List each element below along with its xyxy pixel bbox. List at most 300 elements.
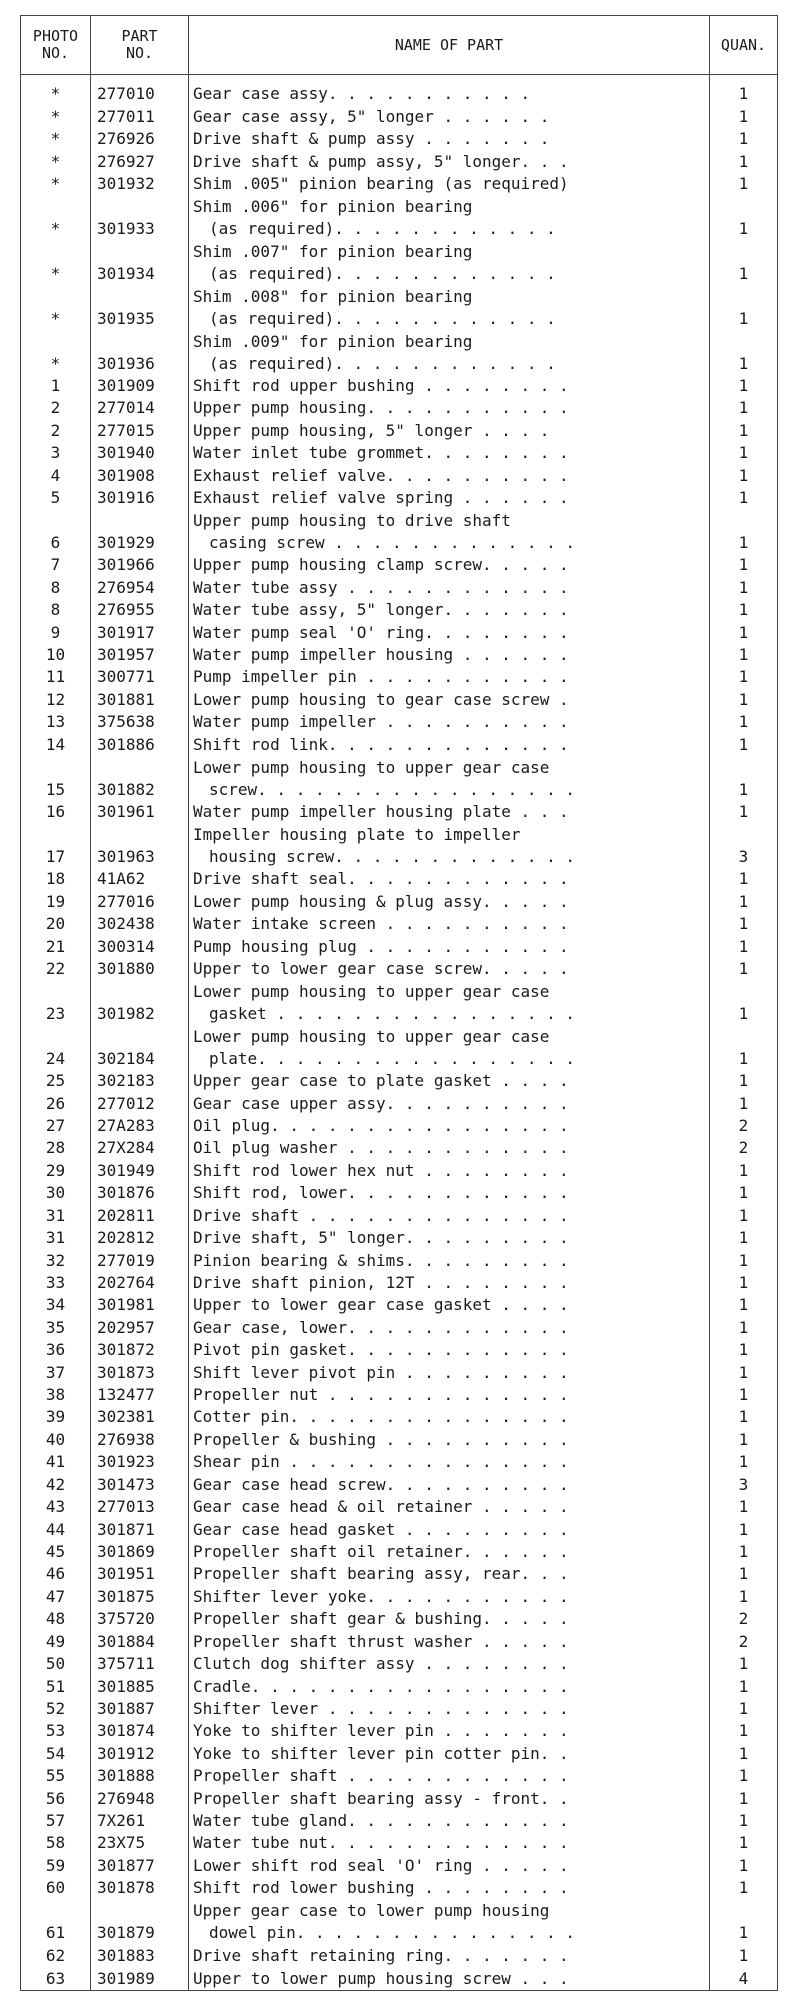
quantity-cell: 1 (710, 1428, 778, 1450)
part-no-cell: 41A62 (91, 868, 189, 890)
part-name-cell (189, 554, 710, 576)
table-row (21, 375, 778, 397)
table-row (21, 913, 778, 935)
quantity-cell: 1 (710, 1451, 778, 1473)
table-row (21, 1361, 778, 1383)
part-name-cell (189, 1339, 710, 1361)
photo-no-cell: 44 (21, 1518, 91, 1540)
part-no-cell: 301923 (91, 1451, 189, 1473)
part-no-cell: 23X75 (91, 1832, 189, 1854)
quantity-cell: 1 (710, 375, 778, 397)
part-no-cell: 301888 (91, 1765, 189, 1787)
quantity-cell: 3 (710, 1473, 778, 1495)
part-name-cell (189, 173, 710, 195)
table-row (21, 1765, 778, 1787)
part-name-cell (189, 1518, 710, 1540)
quantity-cell: 1 (710, 890, 778, 912)
part-no-header (91, 16, 189, 75)
part-name-cell (189, 958, 710, 980)
table-row (21, 868, 778, 890)
part-name-line: Drive shaft & pump assy . . . . . . . (193, 129, 550, 149)
quantity-cell: 1 (710, 1585, 778, 1607)
part-no-cell: 301934 (91, 240, 189, 285)
quantity-cell: 1 (710, 1765, 778, 1787)
photo-no-cell: 49 (21, 1630, 91, 1652)
photo-no-cell: 51 (21, 1675, 91, 1697)
table-row (21, 980, 778, 1025)
part-name-line: Water pump impeller housing . . . . . . (193, 645, 569, 665)
part-no-cell: 301961 (91, 801, 189, 823)
part-name-line: Shear pin . . . . . . . . . . . . . . . (193, 1452, 569, 1472)
table-row (21, 1608, 778, 1630)
photo-no-cell: 14 (21, 733, 91, 755)
photo-no-cell: 26 (21, 1092, 91, 1114)
photo-no-cell: 39 (21, 1406, 91, 1428)
table-row (21, 1720, 778, 1742)
part-name-cell (189, 1227, 710, 1249)
part-name-cell (189, 1832, 710, 1854)
part-no-cell: 301957 (91, 644, 189, 666)
part-no-cell: 301917 (91, 621, 189, 643)
photo-no-cell: 35 (21, 1316, 91, 1338)
part-name-line: Water intake screen . . . . . . . . . . (193, 914, 569, 934)
quantity-cell: 1 (710, 464, 778, 486)
photo-no-cell: 5 (21, 487, 91, 509)
table-row (21, 1272, 778, 1294)
part-name-line: Lower pump housing to upper gear case (193, 757, 550, 777)
part-no-cell: 301929 (91, 509, 189, 554)
part-no-cell: 277012 (91, 1092, 189, 1114)
quantity-cell: 1 (710, 1339, 778, 1361)
part-name-line: Gear case assy, 5" longer . . . . . . (193, 106, 550, 126)
quantity-cell: 1 (710, 868, 778, 890)
photo-no-cell: 48 (21, 1608, 91, 1630)
part-name-cell (189, 195, 710, 240)
part-no-cell: 277019 (91, 1249, 189, 1271)
part-name-cell (189, 1384, 710, 1406)
photo-no-cell: 11 (21, 666, 91, 688)
part-name-cell (189, 1967, 710, 1991)
table-row (21, 173, 778, 195)
photo-no-header-text: PHOTO NO. (32, 27, 79, 62)
photo-no-cell: 28 (21, 1137, 91, 1159)
part-name-line: Propeller shaft oil retainer. . . . . . (193, 1541, 569, 1561)
photo-no-cell: 33 (21, 1272, 91, 1294)
part-no-cell: 302438 (91, 913, 189, 935)
part-no-cell: 301877 (91, 1854, 189, 1876)
table-row (21, 1115, 778, 1137)
quantity-cell: 1 (710, 419, 778, 441)
table-row (21, 1384, 778, 1406)
quantity-cell: 1 (710, 150, 778, 172)
part-name-cell (189, 1630, 710, 1652)
header-row (21, 16, 778, 75)
quantity-cell: 1 (710, 913, 778, 935)
photo-no-cell: 16 (21, 801, 91, 823)
table-row (21, 1137, 778, 1159)
part-no-cell: 202764 (91, 1272, 189, 1294)
part-no-cell: 301916 (91, 487, 189, 509)
part-name-cell (189, 150, 710, 172)
part-no-cell: 301912 (91, 1742, 189, 1764)
photo-no-cell: 63 (21, 1967, 91, 1991)
part-name-cell (189, 599, 710, 621)
part-no-cell: 301885 (91, 1675, 189, 1697)
part-name-cell (189, 1182, 710, 1204)
part-name-continuation: housing screw. . . . . . . . . . . . . (209, 846, 576, 866)
quantity-cell: 1 (710, 1854, 778, 1876)
part-name-cell (189, 1675, 710, 1697)
part-name-cell (189, 419, 710, 441)
part-name-line: Drive shaft seal. . . . . . . . . . . . (193, 869, 569, 889)
part-name-continuation: (as required). . . . . . . . . . . . (209, 308, 556, 328)
part-name-cell (189, 621, 710, 643)
part-no-cell: 277015 (91, 419, 189, 441)
table-row (21, 397, 778, 419)
quantity-cell: 1 (710, 1496, 778, 1518)
part-name-continuation: (as required). . . . . . . . . . . . (209, 353, 556, 373)
part-no-cell: 202812 (91, 1227, 189, 1249)
part-name-line: Propeller shaft gear & bushing. . . . . (193, 1609, 569, 1629)
part-name-line: Gear case upper assy. . . . . . . . . . (193, 1093, 569, 1113)
part-no-cell: 276927 (91, 150, 189, 172)
part-no-cell: 301882 (91, 756, 189, 801)
part-name-line: Upper pump housing, 5" longer . . . . (193, 420, 550, 440)
table-row (21, 621, 778, 643)
quantity-cell: 1 (710, 1272, 778, 1294)
part-name-line: Yoke to shifter lever pin cotter pin. . (193, 1743, 569, 1763)
part-no-cell: 301909 (91, 375, 189, 397)
table-row (21, 576, 778, 598)
photo-no-cell: 59 (21, 1854, 91, 1876)
photo-no-cell: * (21, 173, 91, 195)
part-name-cell (189, 1294, 710, 1316)
part-no-cell: 301940 (91, 442, 189, 464)
part-name-line: Pinion bearing & shims. . . . . . . . . (193, 1250, 569, 1270)
part-name-continuation: (as required). . . . . . . . . . . . (209, 263, 556, 283)
part-name-line: Shifter lever yoke. . . . . . . . . . . (193, 1586, 569, 1606)
part-name-line: Drive shaft pinion, 12T . . . . . . . . (193, 1272, 569, 1292)
quantity-cell: 1 (710, 1698, 778, 1720)
table-row (21, 890, 778, 912)
table-row (21, 1810, 778, 1832)
table-row (21, 419, 778, 441)
part-name-cell (189, 711, 710, 733)
part-no-cell: 301982 (91, 980, 189, 1025)
part-name-cell (189, 644, 710, 666)
part-no-cell: 301949 (91, 1159, 189, 1181)
part-name-cell (189, 240, 710, 285)
part-name-cell (189, 1496, 710, 1518)
photo-no-cell: 54 (21, 1742, 91, 1764)
part-no-cell: 301881 (91, 688, 189, 710)
photo-no-cell: * (21, 150, 91, 172)
photo-no-cell: 40 (21, 1428, 91, 1450)
part-no-cell: 277013 (91, 1496, 189, 1518)
part-no-cell: 300771 (91, 666, 189, 688)
photo-no-cell: 38 (21, 1384, 91, 1406)
part-name-line: Propeller & bushing . . . . . . . . . . (193, 1429, 569, 1449)
photo-no-cell: 47 (21, 1585, 91, 1607)
quantity-cell: 1 (710, 1227, 778, 1249)
quantity-cell: 4 (710, 1967, 778, 1991)
table-row (21, 150, 778, 172)
part-name-continuation: dowel pin. . . . . . . . . . . . . . . (209, 1923, 576, 1943)
part-no-cell: 301473 (91, 1473, 189, 1495)
photo-no-cell: 58 (21, 1832, 91, 1854)
part-name-line: Shift rod link. . . . . . . . . . . . . (193, 734, 569, 754)
part-name-cell (189, 868, 710, 890)
table-row (21, 1025, 778, 1070)
part-name-cell (189, 1159, 710, 1181)
quantity-cell: 1 (710, 1249, 778, 1271)
part-name-line: Shifter lever . . . . . . . . . . . . . (193, 1698, 569, 1718)
quantity-cell: 1 (710, 442, 778, 464)
part-name-cell (189, 913, 710, 935)
part-name-continuation: screw. . . . . . . . . . . . . . . . . (209, 779, 576, 799)
photo-no-cell: 7 (21, 554, 91, 576)
quantity-cell: 1 (710, 509, 778, 554)
part-no-cell: 302183 (91, 1070, 189, 1092)
table-row (21, 1563, 778, 1585)
part-no-cell: 276926 (91, 128, 189, 150)
part-name-line: Cradle. . . . . . . . . . . . . . . . . (193, 1676, 569, 1696)
part-no-cell: 301933 (91, 195, 189, 240)
table-row (21, 666, 778, 688)
photo-no-cell: * (21, 330, 91, 375)
part-name-cell (189, 1742, 710, 1764)
part-name-line: Water pump impeller housing plate . . . (193, 802, 569, 822)
table-row (21, 935, 778, 957)
quantity-cell: 1 (710, 285, 778, 330)
parts-list-sheet (20, 15, 777, 1991)
part-name-line: Shim .007" for pinion bearing (193, 241, 473, 261)
table-row (21, 1742, 778, 1764)
part-name-cell (189, 935, 710, 957)
part-name-cell (189, 1428, 710, 1450)
table-row (21, 105, 778, 127)
quantity-cell: 1 (710, 666, 778, 688)
photo-no-cell: 45 (21, 1541, 91, 1563)
photo-no-cell: 43 (21, 1496, 91, 1518)
part-name-cell (189, 375, 710, 397)
quantity-cell: 1 (710, 240, 778, 285)
part-name-line: Water pump seal 'O' ring. . . . . . . . (193, 622, 569, 642)
part-name-cell (189, 1563, 710, 1585)
part-name-line: Shim .006" for pinion bearing (193, 196, 473, 216)
table-row (21, 1451, 778, 1473)
quantity-cell: 1 (710, 644, 778, 666)
photo-no-cell: 31 (21, 1227, 91, 1249)
quantity-cell: 1 (710, 1518, 778, 1540)
part-no-cell: 277010 (91, 83, 189, 105)
part-name-line: Shift rod upper bushing . . . . . . . . (193, 375, 569, 395)
quantity-cell: 1 (710, 1025, 778, 1070)
part-no-cell: 276948 (91, 1787, 189, 1809)
part-name-line: Pump housing plug . . . . . . . . . . . (193, 936, 569, 956)
part-name-cell (189, 1025, 710, 1070)
part-name-cell (189, 330, 710, 375)
quantity-cell: 1 (710, 330, 778, 375)
part-name-cell (189, 1787, 710, 1809)
part-name-cell (189, 1070, 710, 1092)
part-name-line: Drive shaft . . . . . . . . . . . . . . (193, 1205, 569, 1225)
table-row (21, 442, 778, 464)
table-row (21, 1944, 778, 1966)
part-name-cell (189, 1451, 710, 1473)
part-no-cell: 277011 (91, 105, 189, 127)
part-name-continuation: gasket . . . . . . . . . . . . . . . . (209, 1003, 576, 1023)
part-no-cell: 276954 (91, 576, 189, 598)
part-no-cell: 301873 (91, 1361, 189, 1383)
part-name-cell (189, 1585, 710, 1607)
quantity-cell: 1 (710, 1070, 778, 1092)
part-name-cell (189, 1877, 710, 1899)
part-name-cell (189, 1899, 710, 1944)
table-row (21, 1675, 778, 1697)
table-row (21, 644, 778, 666)
part-name-cell (189, 1249, 710, 1271)
part-no-cell: 301989 (91, 1967, 189, 1991)
quantity-cell: 1 (710, 1832, 778, 1854)
photo-no-cell: 36 (21, 1339, 91, 1361)
part-no-cell: 300314 (91, 935, 189, 957)
table-row (21, 1653, 778, 1675)
table-row (21, 1854, 778, 1876)
part-name-line: Shift rod lower bushing . . . . . . . . (193, 1878, 569, 1898)
photo-no-cell: 6 (21, 509, 91, 554)
table-row (21, 688, 778, 710)
table-row (21, 801, 778, 823)
part-no-cell: 301884 (91, 1630, 189, 1652)
part-no-cell: 302184 (91, 1025, 189, 1070)
part-no-cell: 301878 (91, 1877, 189, 1899)
photo-no-cell: 55 (21, 1765, 91, 1787)
part-no-cell: 301951 (91, 1563, 189, 1585)
part-name-line: Oil plug. . . . . . . . . . . . . . . . (193, 1115, 569, 1135)
quantity-cell: 1 (710, 1720, 778, 1742)
quantity-cell: 1 (710, 1182, 778, 1204)
part-name-cell (189, 285, 710, 330)
part-name-line: Lower pump housing & plug assy. . . . . (193, 891, 569, 911)
part-no-cell: 301875 (91, 1585, 189, 1607)
part-name-cell (189, 509, 710, 554)
part-name-line: Gear case assy. . . . . . . . . . . (193, 84, 531, 104)
part-name-cell (189, 442, 710, 464)
photo-no-cell: 25 (21, 1070, 91, 1092)
quantity-cell: 1 (710, 1563, 778, 1585)
part-name-cell (189, 487, 710, 509)
part-name-cell (189, 1944, 710, 1966)
part-name-line: Gear case head gasket . . . . . . . . . (193, 1519, 569, 1539)
photo-no-cell: 17 (21, 823, 91, 868)
quantity-cell: 1 (710, 599, 778, 621)
table-row (21, 823, 778, 868)
table-row (21, 509, 778, 554)
part-no-cell: 301879 (91, 1899, 189, 1944)
quantity-cell: 1 (710, 1384, 778, 1406)
photo-no-cell: 57 (21, 1810, 91, 1832)
quantity-cell: 1 (710, 1675, 778, 1697)
part-no-cell: 301936 (91, 330, 189, 375)
table-row (21, 711, 778, 733)
photo-no-cell: * (21, 240, 91, 285)
quantity-cell: 1 (710, 1810, 778, 1832)
table-row (21, 733, 778, 755)
part-name-line: Shim .005" pinion bearing (as required) (193, 174, 569, 194)
table-row (21, 599, 778, 621)
photo-no-cell: 18 (21, 868, 91, 890)
part-name-line: Upper gear case to lower pump housing (193, 1901, 550, 1921)
table-row (21, 1787, 778, 1809)
photo-no-cell: 2 (21, 397, 91, 419)
quantity-cell: 1 (710, 801, 778, 823)
photo-no-cell: 1 (21, 375, 91, 397)
table-row (21, 1832, 778, 1854)
part-name-line: Lower shift rod seal 'O' ring . . . . . (193, 1855, 569, 1875)
part-name-line: Shift lever pivot pin . . . . . . . . . (193, 1362, 569, 1382)
table-row (21, 1630, 778, 1652)
quantity-cell: 2 (710, 1115, 778, 1137)
part-no-cell: 27A283 (91, 1115, 189, 1137)
photo-no-cell: * (21, 105, 91, 127)
table-row (21, 1877, 778, 1899)
part-no-cell: 301880 (91, 958, 189, 980)
photo-no-cell: 41 (21, 1451, 91, 1473)
part-name-cell (189, 1272, 710, 1294)
quantity-cell: 1 (710, 173, 778, 195)
part-no-cell: 301932 (91, 173, 189, 195)
part-no-cell: 27X284 (91, 1137, 189, 1159)
part-name-line: Water inlet tube grommet. . . . . . . . (193, 443, 569, 463)
photo-no-cell: 10 (21, 644, 91, 666)
quantity-cell: 1 (710, 1316, 778, 1338)
photo-no-cell: 56 (21, 1787, 91, 1809)
part-no-cell: 301908 (91, 464, 189, 486)
table-row (21, 1092, 778, 1114)
part-name-line: Upper to lower pump housing screw . . . (193, 1969, 569, 1988)
quantity-cell: 1 (710, 1092, 778, 1114)
quantity-cell: 1 (710, 711, 778, 733)
part-name-line: Oil plug washer . . . . . . . . . . . . (193, 1138, 569, 1158)
photo-no-cell: 50 (21, 1653, 91, 1675)
part-name-line: Lower pump housing to gear case screw . (193, 689, 569, 709)
table-row (21, 958, 778, 980)
photo-no-header (21, 16, 91, 75)
quantity-cell: 1 (710, 1742, 778, 1764)
part-name-cell (189, 733, 710, 755)
quantity-cell: 1 (710, 128, 778, 150)
part-no-cell: 7X261 (91, 1810, 189, 1832)
part-no-cell: 375720 (91, 1608, 189, 1630)
part-no-cell: 202811 (91, 1204, 189, 1226)
part-name-cell (189, 1608, 710, 1630)
photo-no-cell: 3 (21, 442, 91, 464)
part-no-cell: 301886 (91, 733, 189, 755)
quantity-cell: 1 (710, 1787, 778, 1809)
part-name-line: Upper pump housing clamp screw. . . . . (193, 555, 569, 575)
photo-no-cell: 12 (21, 688, 91, 710)
quantity-cell: 1 (710, 1541, 778, 1563)
part-no-cell: 276938 (91, 1428, 189, 1450)
photo-no-cell: * (21, 195, 91, 240)
part-name-cell (189, 1115, 710, 1137)
photo-no-cell: 8 (21, 599, 91, 621)
part-no-cell: 301872 (91, 1339, 189, 1361)
part-name-cell (189, 576, 710, 598)
quantity-cell: 1 (710, 935, 778, 957)
part-name-cell (189, 1204, 710, 1226)
